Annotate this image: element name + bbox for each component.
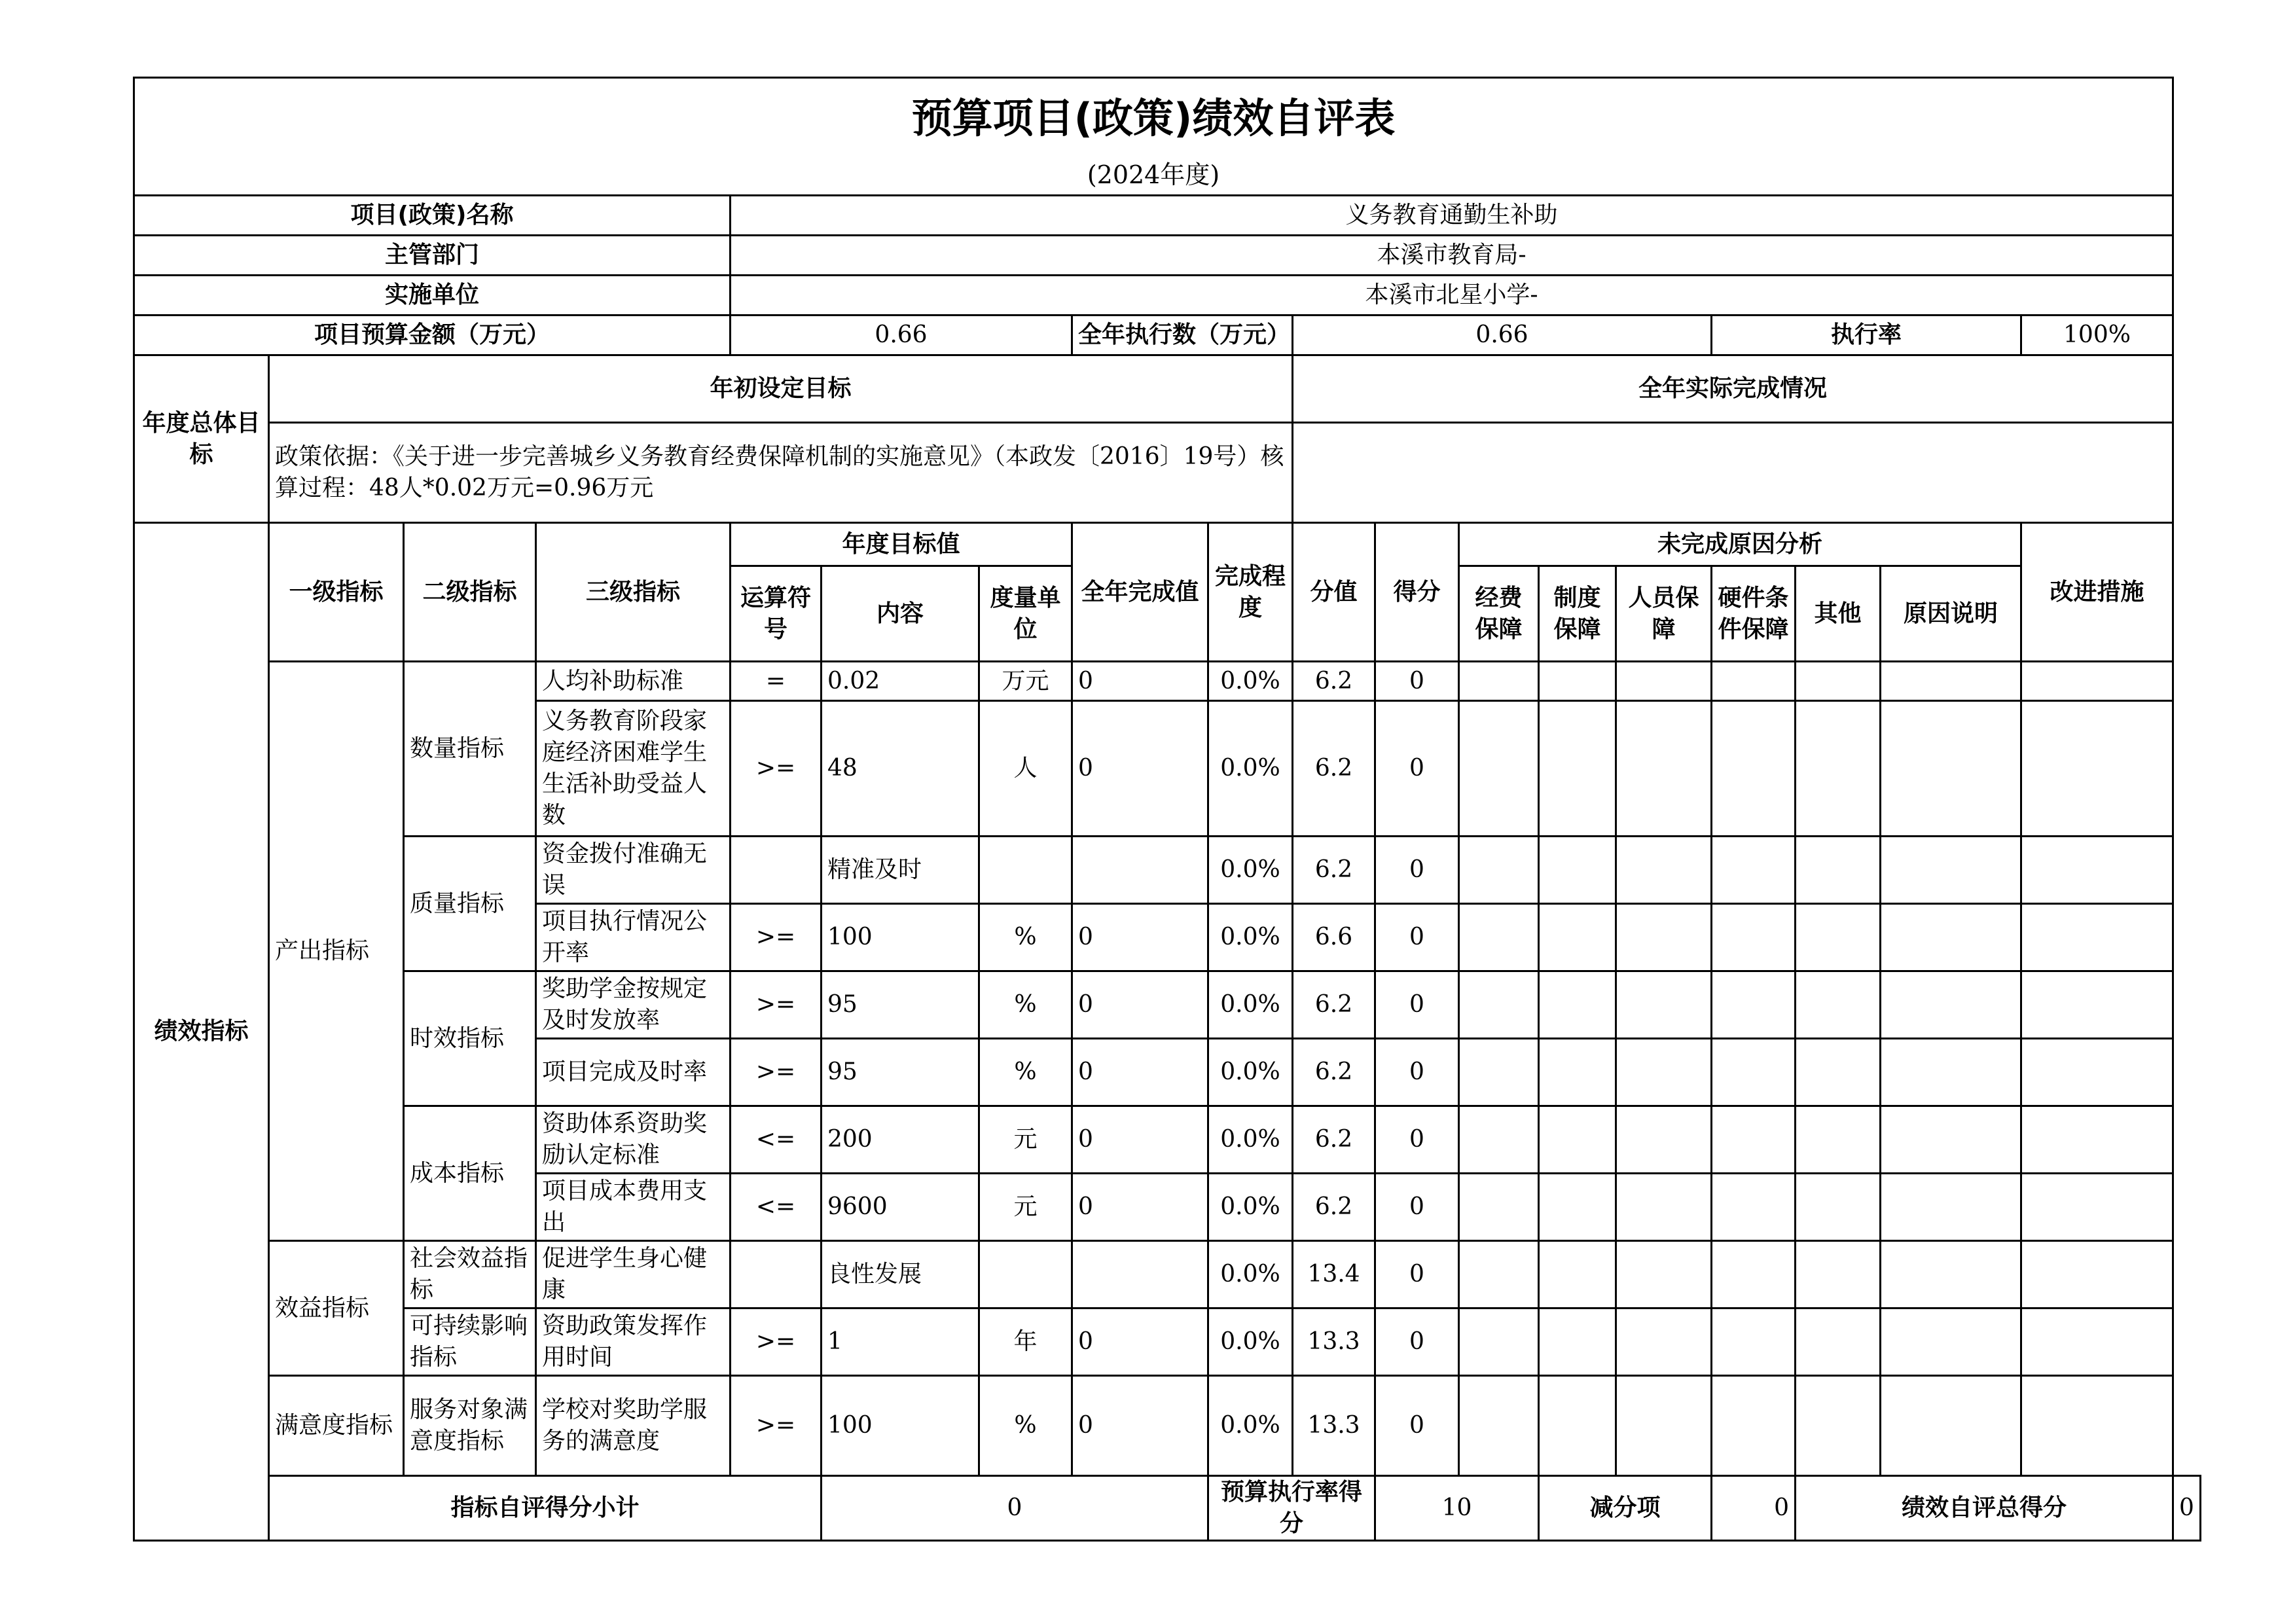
subtotal-label: 指标自评得分小计 (269, 1476, 822, 1541)
row-degree: 0.0% (1208, 1106, 1293, 1174)
row-name: 项目执行情况公开率 (536, 904, 731, 971)
dept-value: 本溪市教育局- (731, 236, 2173, 276)
subtotal-value: 0 (822, 1476, 1208, 1541)
row-degree: 0.0% (1208, 1039, 1293, 1106)
row-op (731, 837, 822, 904)
row-content: 200 (822, 1106, 979, 1174)
row-weight: 13.3 (1293, 1376, 1375, 1476)
row-name: 项目完成及时率 (536, 1039, 731, 1106)
row-actual (1072, 1241, 1208, 1308)
row-op: >= (731, 1039, 822, 1106)
row-weight: 13.4 (1293, 1241, 1375, 1308)
unit-value: 本溪市北星小学- (731, 276, 2173, 316)
row-actual: 0 (1072, 971, 1208, 1039)
row-unit: 万元 (979, 662, 1072, 701)
row-name: 资助政策发挥作用时间 (536, 1308, 731, 1376)
table-row (134, 1106, 2201, 1174)
actual-completion-header: 全年实际完成情况 (1293, 355, 2173, 423)
row-score: 0 (1375, 837, 1459, 904)
total-label: 绩效自评总得分 (1796, 1476, 2173, 1541)
row-degree: 0.0% (1208, 904, 1293, 971)
header-score: 得分 (1375, 523, 1459, 662)
row-score: 0 (1375, 1106, 1459, 1174)
row-score: 0 (1375, 1174, 1459, 1241)
row-degree: 0.0% (1208, 1241, 1293, 1308)
header-reason-hardware: 硬件条件保障 (1712, 566, 1796, 662)
row-unit: % (979, 1039, 1072, 1106)
row-content: 精准及时 (822, 837, 979, 904)
row-actual: 0 (1072, 1174, 1208, 1241)
row-name: 人均补助标准 (536, 662, 731, 701)
header-level1: 一级指标 (269, 523, 404, 662)
row-degree: 0.0% (1208, 837, 1293, 904)
set-goal-text: 政策依据：《关于进一步完善城乡义务教育经费保障机制的实施意见》（本政发〔2016〕19号）核算过程：48人*0.02万元=0.96万元 (269, 423, 1293, 523)
header-reason-other: 其他 (1796, 566, 1881, 662)
row-name: 义务教育阶段家庭经济困难学生生活补助受益人数 (536, 701, 731, 837)
row-content: 95 (822, 1039, 979, 1106)
table-row (134, 837, 2201, 904)
row-unit: 元 (979, 1106, 1072, 1174)
header-improve: 改进措施 (2021, 523, 2173, 662)
project-name-label: 项目(政策)名称 (134, 196, 731, 236)
row-name: 学校对奖助学服务的满意度 (536, 1376, 731, 1476)
row-name: 项目成本费用支出 (536, 1174, 731, 1241)
rate-label: 执行率 (1712, 316, 2021, 355)
actual-completion-text (1293, 423, 2173, 523)
table-row (134, 1376, 2201, 1476)
row-actual: 0 (1072, 1376, 1208, 1476)
table-row (134, 1308, 2201, 1376)
budget-label: 项目预算金额（万元） (134, 316, 731, 355)
row-degree: 0.0% (1208, 701, 1293, 837)
row-degree: 0.0% (1208, 1174, 1293, 1241)
row-name: 资助体系资助奖励认定标准 (536, 1106, 731, 1174)
row-score: 0 (1375, 1376, 1459, 1476)
row-unit: 年 (979, 1308, 1072, 1376)
level2-quality: 质量指标 (404, 837, 536, 971)
row-score: 0 (1375, 1308, 1459, 1376)
header-reason-staff: 人员保障 (1616, 566, 1712, 662)
budget-value: 0.66 (731, 316, 1072, 355)
row-content: 9600 (822, 1174, 979, 1241)
row-unit (979, 1241, 1072, 1308)
row-unit (979, 837, 1072, 904)
table-row (134, 971, 2201, 1039)
header-actual: 全年完成值 (1072, 523, 1208, 662)
row-weight: 6.2 (1293, 1174, 1375, 1241)
row-actual: 0 (1072, 662, 1208, 701)
row-op: >= (731, 1308, 822, 1376)
dept-label: 主管部门 (134, 236, 731, 276)
performance-evaluation-sheet (133, 77, 2201, 1542)
header-degree: 完成程度 (1208, 523, 1293, 662)
row-score: 0 (1375, 701, 1459, 837)
row-unit: 元 (979, 1174, 1072, 1241)
row-score: 0 (1375, 662, 1459, 701)
budget-score-label: 预算执行率得分 (1208, 1476, 1375, 1541)
row-unit: % (979, 971, 1072, 1039)
row-actual (1072, 837, 1208, 904)
row-degree: 0.0% (1208, 971, 1293, 1039)
row-name: 资金拨付准确无误 (536, 837, 731, 904)
header-level3: 三级指标 (536, 523, 731, 662)
table-row (134, 662, 2201, 701)
level2-service: 服务对象满意度指标 (404, 1376, 536, 1476)
row-actual: 0 (1072, 1039, 1208, 1106)
header-level2: 二级指标 (404, 523, 536, 662)
row-score: 0 (1375, 971, 1459, 1039)
set-goal-header: 年初设定目标 (269, 355, 1293, 423)
page-title: 预算项目(政策)绩效自评表 (134, 78, 2173, 155)
row-op: <= (731, 1174, 822, 1241)
row-unit: % (979, 904, 1072, 971)
level2-time: 时效指标 (404, 971, 536, 1106)
row-actual: 0 (1072, 1106, 1208, 1174)
row-unit: 人 (979, 701, 1072, 837)
perf-indicator-label: 绩效指标 (134, 523, 269, 1541)
header-content: 内容 (822, 566, 979, 662)
row-weight: 6.2 (1293, 701, 1375, 837)
evaluation-table (133, 77, 2201, 1542)
level2-sustain: 可持续影响指标 (404, 1308, 536, 1376)
header-weight: 分值 (1293, 523, 1375, 662)
level2-cost: 成本指标 (404, 1106, 536, 1241)
row-op: >= (731, 904, 822, 971)
deduct-value: 0 (1712, 1476, 1796, 1541)
row-content: 100 (822, 1376, 979, 1476)
header-reason-fund: 经费保障 (1459, 566, 1539, 662)
row-content: 1 (822, 1308, 979, 1376)
row-weight: 6.2 (1293, 1106, 1375, 1174)
exec-value: 0.66 (1293, 316, 1712, 355)
table-row (134, 1241, 2201, 1308)
header-target-group: 年度目标值 (731, 523, 1072, 566)
row-score: 0 (1375, 1241, 1459, 1308)
rate-value: 100% (2021, 316, 2173, 355)
total-value: 0 (2173, 1476, 2201, 1541)
level2-social: 社会效益指标 (404, 1241, 536, 1308)
row-op: >= (731, 971, 822, 1039)
row-op: >= (731, 701, 822, 837)
year-label: (2024年度) (134, 155, 2173, 196)
deduct-label: 减分项 (1539, 1476, 1712, 1541)
unit-label: 实施单位 (134, 276, 731, 316)
header-reason-desc: 原因说明 (1881, 566, 2021, 662)
row-unit: % (979, 1376, 1072, 1476)
row-op (731, 1241, 822, 1308)
header-op: 运算符号 (731, 566, 822, 662)
exec-label: 全年执行数（万元） (1072, 316, 1293, 355)
row-weight: 13.3 (1293, 1308, 1375, 1376)
budget-score-value: 10 (1375, 1476, 1539, 1541)
row-degree: 0.0% (1208, 1376, 1293, 1476)
row-content: 0.02 (822, 662, 979, 701)
row-weight: 6.2 (1293, 662, 1375, 701)
level1-benefit: 效益指标 (269, 1241, 404, 1376)
level1-satisfaction: 满意度指标 (269, 1376, 404, 1476)
row-name: 促进学生身心健康 (536, 1241, 731, 1308)
row-actual: 0 (1072, 1308, 1208, 1376)
row-actual: 0 (1072, 904, 1208, 971)
level1-output: 产出指标 (269, 662, 404, 1241)
row-content: 48 (822, 701, 979, 837)
row-score: 0 (1375, 904, 1459, 971)
row-content: 良性发展 (822, 1241, 979, 1308)
row-content: 95 (822, 971, 979, 1039)
project-name-value: 义务教育通勤生补助 (731, 196, 2173, 236)
header-reason-group: 未完成原因分析 (1459, 523, 2021, 566)
row-actual: 0 (1072, 701, 1208, 837)
row-name: 奖助学金按规定及时发放率 (536, 971, 731, 1039)
row-score: 0 (1375, 1039, 1459, 1106)
row-weight: 6.6 (1293, 904, 1375, 971)
row-content: 100 (822, 904, 979, 971)
level2-quantity: 数量指标 (404, 662, 536, 837)
row-weight: 6.2 (1293, 971, 1375, 1039)
row-op: <= (731, 1106, 822, 1174)
header-reason-system: 制度保障 (1539, 566, 1616, 662)
row-weight: 6.2 (1293, 1039, 1375, 1106)
row-degree: 0.0% (1208, 662, 1293, 701)
row-op: = (731, 662, 822, 701)
row-weight: 6.2 (1293, 837, 1375, 904)
annual-goal-label: 年度总体目标 (134, 355, 269, 523)
row-degree: 0.0% (1208, 1308, 1293, 1376)
header-unit: 度量单位 (979, 566, 1072, 662)
row-op: >= (731, 1376, 822, 1476)
